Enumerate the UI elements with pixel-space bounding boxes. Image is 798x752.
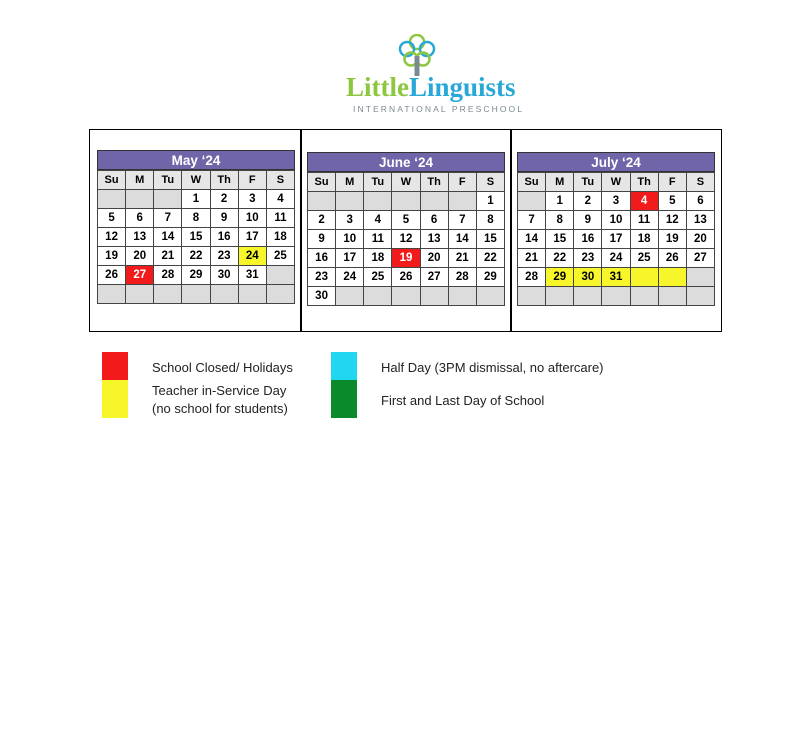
day-cell: 18 xyxy=(630,230,658,249)
day-cell: 16 xyxy=(210,228,238,247)
empty-day-cell xyxy=(266,285,294,304)
month-grid xyxy=(97,170,295,304)
day-cell: 3 xyxy=(336,211,364,230)
weekday-header-row xyxy=(518,173,715,192)
empty-day-cell xyxy=(182,285,210,304)
weekday-header: Su xyxy=(518,173,546,192)
weekday-header: Th xyxy=(210,171,238,190)
day-cell: 29 xyxy=(182,266,210,285)
day-cell: 31 xyxy=(238,266,266,285)
day-cell: 20 xyxy=(126,247,154,266)
empty-day-cell xyxy=(602,287,630,306)
week-row xyxy=(518,192,715,211)
weekday-header: W xyxy=(602,173,630,192)
day-cell: 14 xyxy=(154,228,182,247)
day-cell: 7 xyxy=(518,211,546,230)
day-cell: 27 xyxy=(686,249,714,268)
weekday-header: S xyxy=(686,173,714,192)
day-cell: 28 xyxy=(448,268,476,287)
day-cell: 2 xyxy=(210,190,238,209)
day-cell: 10 xyxy=(602,211,630,230)
day-cell: 1 xyxy=(182,190,210,209)
logo-word-linguists: Linguists xyxy=(408,72,516,102)
empty-day-cell xyxy=(364,192,392,211)
weekday-header: Su xyxy=(308,173,336,192)
day-cell: 9 xyxy=(308,230,336,249)
empty-day-cell xyxy=(126,190,154,209)
legend-swatch-closed xyxy=(102,352,128,380)
week-row xyxy=(308,211,505,230)
logo-wordmark xyxy=(346,72,516,103)
day-cell: 7 xyxy=(154,209,182,228)
day-cell: 13 xyxy=(126,228,154,247)
month-grid xyxy=(307,172,505,306)
empty-day-cell xyxy=(126,285,154,304)
empty-day-cell xyxy=(420,287,448,306)
empty-day-cell xyxy=(336,192,364,211)
day-cell: 9 xyxy=(574,211,602,230)
day-cell: 10 xyxy=(336,230,364,249)
week-row xyxy=(98,247,295,266)
week-row xyxy=(98,285,295,304)
day-cell: 25 xyxy=(266,247,294,266)
month-title: June ‘24 xyxy=(307,152,505,172)
legend-label-halfday: Half Day (3PM dismissal, no aftercare) xyxy=(381,360,604,375)
day-cell: 24 xyxy=(602,249,630,268)
day-cell: 26 xyxy=(392,268,420,287)
week-row xyxy=(518,268,715,287)
day-cell: 8 xyxy=(546,211,574,230)
legend-label-inservice xyxy=(152,382,288,418)
weekday-header: Tu xyxy=(574,173,602,192)
empty-day-cell xyxy=(154,190,182,209)
day-cell: 16 xyxy=(574,230,602,249)
month-june xyxy=(307,152,505,306)
day-cell: 23 xyxy=(308,268,336,287)
weekday-header: M xyxy=(126,171,154,190)
day-cell: 17 xyxy=(602,230,630,249)
week-row xyxy=(98,228,295,247)
day-cell: 20 xyxy=(686,230,714,249)
day-cell: 23 xyxy=(574,249,602,268)
day-cell: 29 xyxy=(546,268,574,287)
weekday-header-row xyxy=(98,171,295,190)
week-row xyxy=(308,287,505,306)
day-cell: 11 xyxy=(630,211,658,230)
empty-day-cell xyxy=(98,285,126,304)
empty-day-cell xyxy=(476,287,504,306)
day-cell: 21 xyxy=(518,249,546,268)
empty-day-cell xyxy=(266,266,294,285)
day-cell: 4 xyxy=(266,190,294,209)
day-cell: 13 xyxy=(420,230,448,249)
school-logo xyxy=(340,34,530,118)
day-cell: 25 xyxy=(630,249,658,268)
day-cell: 6 xyxy=(420,211,448,230)
week-row xyxy=(308,230,505,249)
empty-day-cell xyxy=(546,287,574,306)
day-cell: 4 xyxy=(364,211,392,230)
day-cell: 14 xyxy=(448,230,476,249)
day-cell: 8 xyxy=(476,211,504,230)
month-may xyxy=(97,150,295,304)
empty-day-cell xyxy=(392,287,420,306)
week-row xyxy=(518,287,715,306)
legend-swatch-halfday xyxy=(331,352,357,380)
week-row xyxy=(518,230,715,249)
day-cell: 19 xyxy=(392,249,420,268)
day-cell: 3 xyxy=(238,190,266,209)
day-cell: 13 xyxy=(686,211,714,230)
day-cell: 11 xyxy=(364,230,392,249)
day-cell: 2 xyxy=(308,211,336,230)
weekday-header: S xyxy=(476,173,504,192)
empty-day-cell xyxy=(210,285,238,304)
day-cell: 10 xyxy=(238,209,266,228)
day-cell: 6 xyxy=(126,209,154,228)
day-cell: 27 xyxy=(126,266,154,285)
legend-label-firstlast: First and Last Day of School xyxy=(381,393,545,408)
month-title: July ‘24 xyxy=(517,152,715,172)
day-cell: 12 xyxy=(392,230,420,249)
empty-day-cell xyxy=(238,285,266,304)
empty-day-cell xyxy=(336,287,364,306)
day-cell: 4 xyxy=(630,192,658,211)
empty-day-cell xyxy=(686,287,714,306)
week-row xyxy=(518,211,715,230)
day-cell: 5 xyxy=(98,209,126,228)
empty-day-cell xyxy=(518,192,546,211)
empty-day-cell xyxy=(630,287,658,306)
day-cell: 30 xyxy=(210,266,238,285)
day-cell: 24 xyxy=(336,268,364,287)
week-row xyxy=(308,268,505,287)
weekday-header: M xyxy=(546,173,574,192)
day-cell: 28 xyxy=(154,266,182,285)
weekday-header: F xyxy=(658,173,686,192)
empty-day-cell xyxy=(686,268,714,287)
day-cell: 1 xyxy=(476,192,504,211)
weekday-header: Su xyxy=(98,171,126,190)
month-title: May ‘24 xyxy=(97,150,295,170)
weekday-header: S xyxy=(266,171,294,190)
day-cell: 1 xyxy=(546,192,574,211)
day-cell: 16 xyxy=(308,249,336,268)
legend-label-closed: School Closed/ Holidays xyxy=(152,360,293,375)
week-row xyxy=(98,190,295,209)
inservice-blank-cell xyxy=(658,268,686,287)
day-cell: 6 xyxy=(686,192,714,211)
day-cell: 8 xyxy=(182,209,210,228)
day-cell: 30 xyxy=(308,287,336,306)
day-cell: 22 xyxy=(476,249,504,268)
week-row xyxy=(308,192,505,211)
day-cell: 18 xyxy=(266,228,294,247)
empty-day-cell xyxy=(518,287,546,306)
day-cell: 27 xyxy=(420,268,448,287)
empty-day-cell xyxy=(154,285,182,304)
day-cell: 26 xyxy=(98,266,126,285)
empty-day-cell xyxy=(364,287,392,306)
weekday-header: W xyxy=(392,173,420,192)
empty-day-cell xyxy=(448,287,476,306)
day-cell: 25 xyxy=(364,268,392,287)
day-cell: 19 xyxy=(658,230,686,249)
day-cell: 3 xyxy=(602,192,630,211)
day-cell: 19 xyxy=(98,247,126,266)
day-cell: 17 xyxy=(238,228,266,247)
day-cell: 29 xyxy=(476,268,504,287)
inservice-blank-cell xyxy=(630,268,658,287)
day-cell: 23 xyxy=(210,247,238,266)
day-cell: 20 xyxy=(420,249,448,268)
week-row xyxy=(518,249,715,268)
legend-label-inservice-line2: (no school for students) xyxy=(152,401,288,416)
weekday-header: Tu xyxy=(364,173,392,192)
weekday-header-row xyxy=(308,173,505,192)
day-cell: 21 xyxy=(154,247,182,266)
weekday-header: Th xyxy=(420,173,448,192)
weekday-header: F xyxy=(238,171,266,190)
weekday-header: M xyxy=(336,173,364,192)
empty-day-cell xyxy=(98,190,126,209)
empty-day-cell xyxy=(308,192,336,211)
day-cell: 17 xyxy=(336,249,364,268)
legend-swatch-firstlast xyxy=(331,380,357,418)
day-cell: 22 xyxy=(546,249,574,268)
week-row xyxy=(308,249,505,268)
week-row xyxy=(98,209,295,228)
empty-day-cell xyxy=(392,192,420,211)
empty-day-cell xyxy=(574,287,602,306)
empty-day-cell xyxy=(420,192,448,211)
day-cell: 31 xyxy=(602,268,630,287)
weekday-header: F xyxy=(448,173,476,192)
legend-label-inservice-line1: Teacher in-Service Day xyxy=(152,383,287,398)
day-cell: 26 xyxy=(658,249,686,268)
day-cell: 28 xyxy=(518,268,546,287)
month-july xyxy=(517,152,715,306)
weekday-header: W xyxy=(182,171,210,190)
day-cell: 15 xyxy=(546,230,574,249)
empty-day-cell xyxy=(448,192,476,211)
day-cell: 22 xyxy=(182,247,210,266)
day-cell: 15 xyxy=(182,228,210,247)
day-cell: 5 xyxy=(658,192,686,211)
logo-subtitle: INTERNATIONAL PRESCHOOL xyxy=(353,104,525,114)
day-cell: 15 xyxy=(476,230,504,249)
weekday-header: Th xyxy=(630,173,658,192)
day-cell: 14 xyxy=(518,230,546,249)
empty-day-cell xyxy=(658,287,686,306)
day-cell: 18 xyxy=(364,249,392,268)
day-cell: 24 xyxy=(238,247,266,266)
day-cell: 11 xyxy=(266,209,294,228)
day-cell: 5 xyxy=(392,211,420,230)
legend-swatch-inservice xyxy=(102,380,128,418)
day-cell: 12 xyxy=(98,228,126,247)
day-cell: 21 xyxy=(448,249,476,268)
month-grid xyxy=(517,172,715,306)
day-cell: 7 xyxy=(448,211,476,230)
day-cell: 2 xyxy=(574,192,602,211)
tree-logo-icon xyxy=(395,34,439,76)
weekday-header: Tu xyxy=(154,171,182,190)
week-row xyxy=(98,266,295,285)
day-cell: 9 xyxy=(210,209,238,228)
day-cell: 30 xyxy=(574,268,602,287)
day-cell: 12 xyxy=(658,211,686,230)
logo-word-little: Little xyxy=(346,72,409,102)
